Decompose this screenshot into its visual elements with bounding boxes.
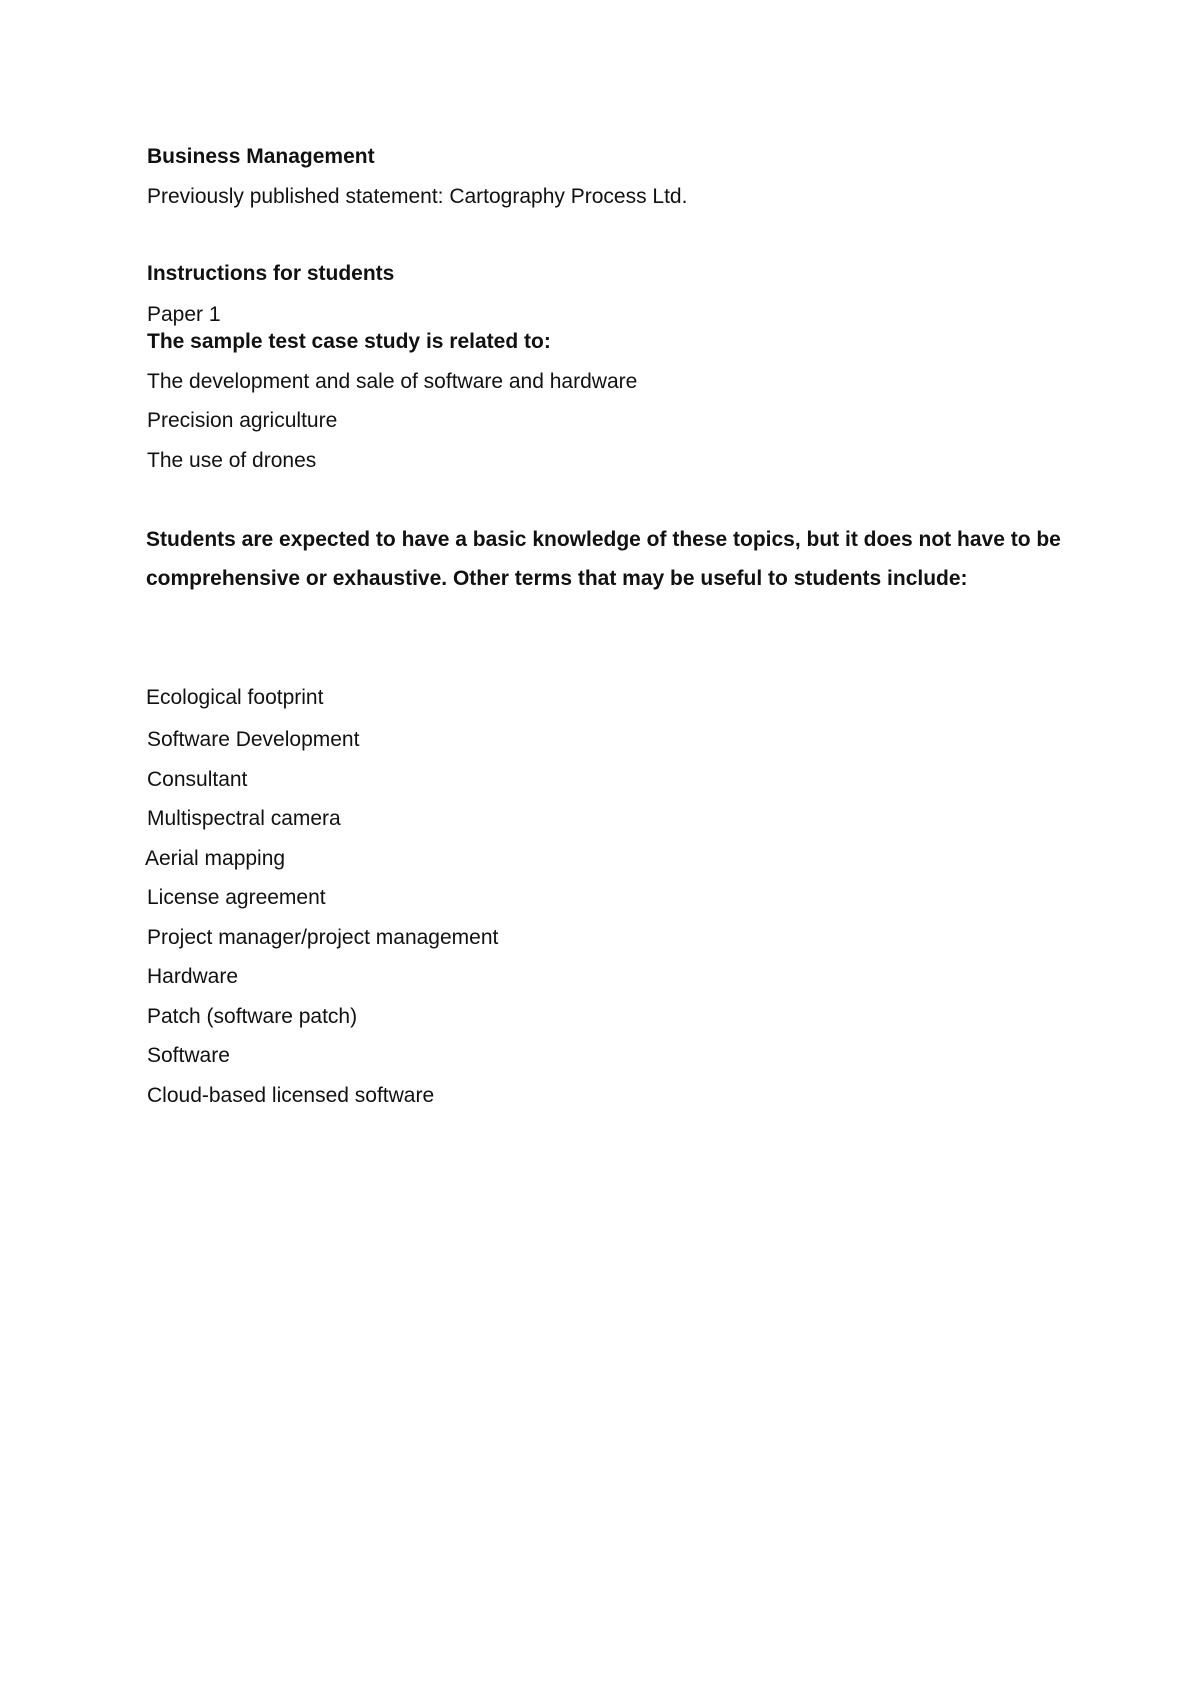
term-item: Ecological footprint xyxy=(146,686,324,709)
paper-label: Paper 1 xyxy=(147,303,221,326)
term-item: Software xyxy=(147,1044,230,1067)
topic-item: The use of drones xyxy=(147,449,317,472)
published-statement: Previously published statement: Cartography Process Ltd. xyxy=(147,185,688,208)
term-item: Project manager/project management xyxy=(147,925,499,949)
topic-item: The development and sale of software and hardware xyxy=(147,370,638,393)
case-study-heading: The sample test case study is related to: xyxy=(147,330,551,353)
term-item: License agreement xyxy=(147,886,326,909)
term-item: Multispectral camera xyxy=(147,807,341,830)
term-item: Software Development xyxy=(147,728,360,751)
term-item: Cloud-based licensed software xyxy=(147,1083,435,1107)
terms-list xyxy=(147,685,498,1122)
subject-heading: Business Management xyxy=(147,145,375,168)
topic-item: Precision agriculture xyxy=(147,409,338,432)
term-item: Consultant xyxy=(147,767,248,791)
expectation-paragraph: Students are expected to have a basic knowledge of these topics, but it does not have to be comprehensive or exhaustive. Other terms that may be useful to students include: xyxy=(146,528,1061,590)
term-item: Patch (software patch) xyxy=(147,1004,358,1028)
instructions-heading: Instructions for students xyxy=(147,262,395,285)
term-item: Aerial mapping xyxy=(145,846,286,870)
term-item: Hardware xyxy=(147,965,239,988)
